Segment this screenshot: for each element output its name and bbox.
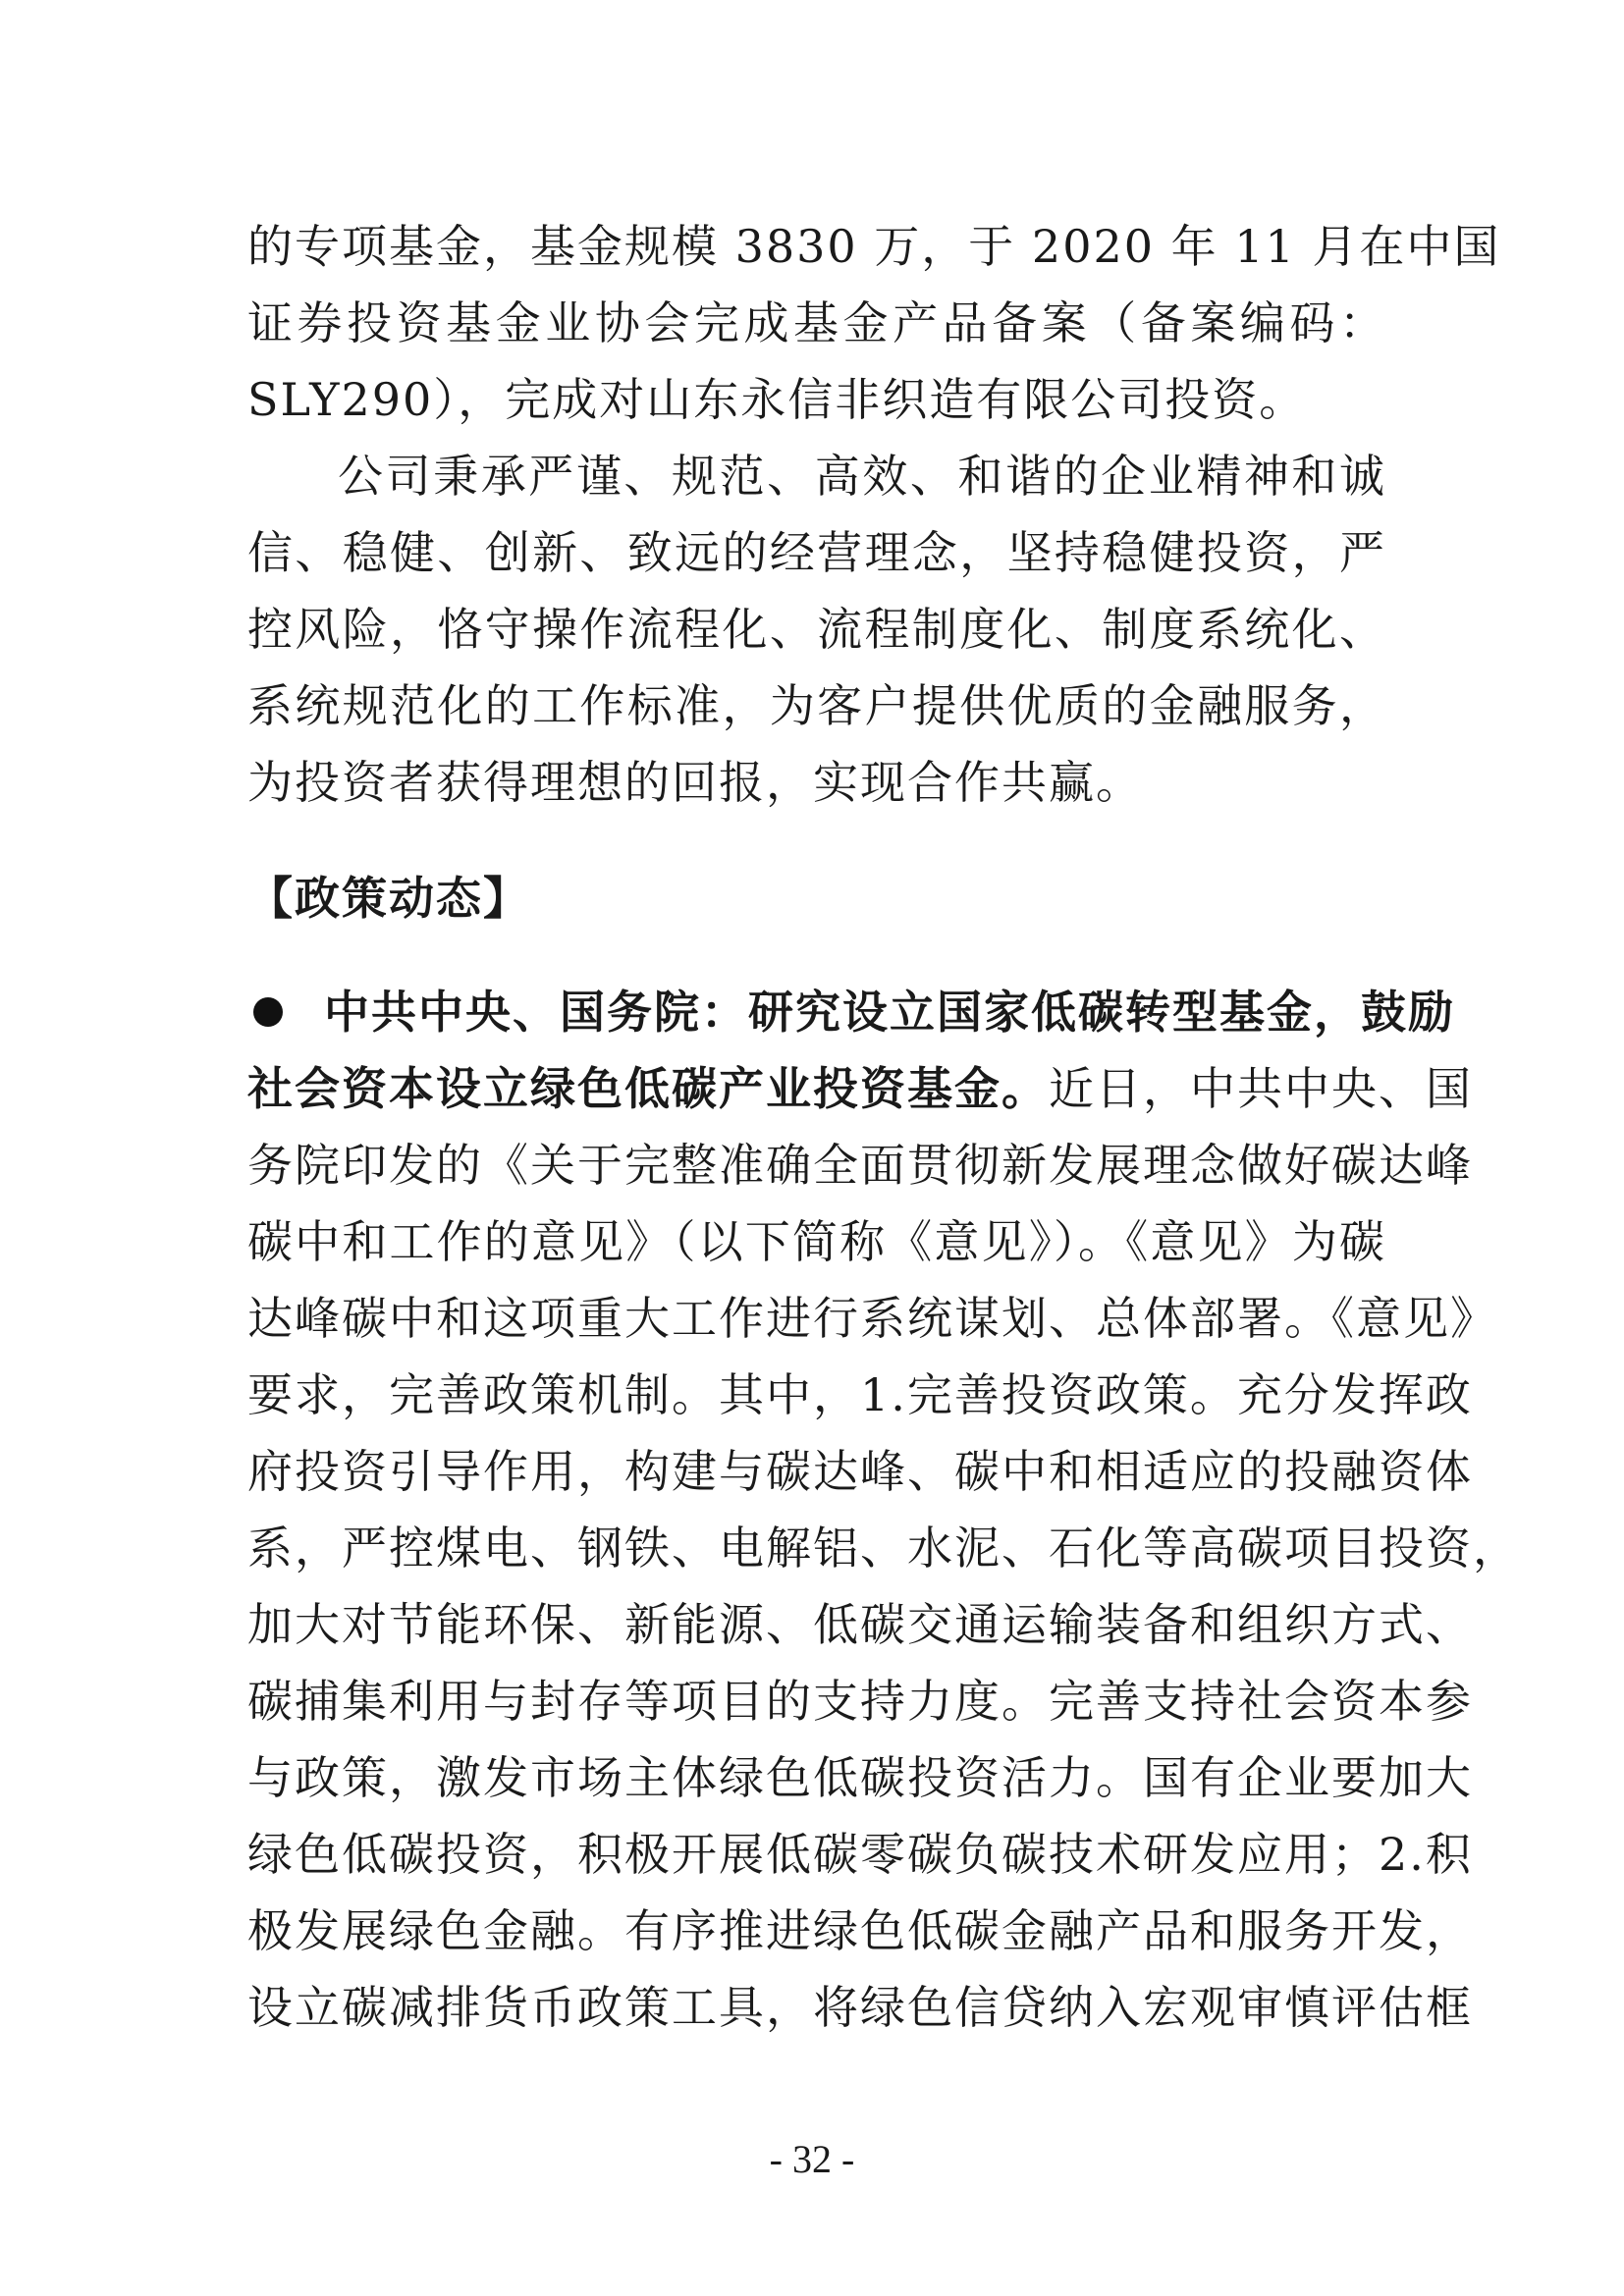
- news-title-line-1: 中共中央、国务院：研究设立国家低碳转型基金，鼓励: [324, 986, 1455, 1039]
- news-line-8: 系，严控煤电、钢铁、电解铝、水泥、石化等高碳项目投资，: [247, 1522, 1520, 1575]
- news-line-7: 府投资引导作用，构建与碳达峰、碳中和相适应的投融资体: [247, 1445, 1473, 1498]
- paragraph-2-line-4: 系统规范化的工作标准，为客户提供优质的金融服务，: [247, 679, 1386, 732]
- paragraph-1-line-3: SLY290），完成对山东永信非织造有限公司投资。: [247, 373, 1307, 426]
- news-line-2-rest: 近日，中共中央、国: [1049, 1062, 1473, 1115]
- section-heading: 【政策动态】: [247, 872, 530, 925]
- paragraph-2-line-5: 为投资者获得理想的回报，实现合作共赢。: [247, 756, 1143, 809]
- news-line-3: 务院印发的《关于完整准确全面贯彻新发展理念做好碳达峰: [247, 1139, 1473, 1192]
- news-line-12: 绿色低碳投资，积极开展低碳零碳负碳技术研发应用；2.积: [247, 1828, 1473, 1881]
- news-line-5: 达峰碳中和这项重大工作进行系统谋划、总体部署。《意见》: [247, 1292, 1497, 1345]
- bullet-dot-icon: [253, 997, 283, 1027]
- news-title-line-2: 社会资本设立绿色低碳产业投资基金。: [247, 1062, 1049, 1115]
- page-number: - 32 -: [769, 2137, 855, 2181]
- paragraph-1-line-1: 的专项基金，基金规模 3830 万，于 2020 年 11 月在中国: [247, 220, 1501, 273]
- paragraph-2-line-1: 公司秉承严谨、规范、高效、和谐的企业精神和诚: [338, 450, 1386, 503]
- news-line-9: 加大对节能环保、新能源、低碳交通运输装备和组织方式、: [247, 1598, 1473, 1651]
- news-line-13: 极发展绿色金融。有序推进绿色低碳金融产品和服务开发，: [247, 1904, 1473, 1957]
- paragraph-1-line-2: 证券投资基金业协会完成基金产品备案（备案编码：: [247, 296, 1386, 349]
- news-line-2: [247, 1050, 1473, 1127]
- paragraph-2-line-3: 控风险，恪守操作流程化、流程制度化、制度系统化、: [247, 603, 1386, 656]
- news-line-6: 要求，完善政策机制。其中，1.完善投资政策。充分发挥政: [247, 1368, 1473, 1421]
- news-line-14: 设立碳减排货币政策工具，将绿色信贷纳入宏观审慎评估框: [247, 1981, 1473, 2034]
- news-line-11: 与政策，激发市场主体绿色低碳投资活力。国有企业要加大: [247, 1751, 1473, 1804]
- news-line-4: 碳中和工作的意见》（以下简称《意见》）。《意见》为碳: [247, 1215, 1386, 1268]
- news-line-10: 碳捕集利用与封存等项目的支持力度。完善支持社会资本参: [247, 1675, 1473, 1728]
- paragraph-2-line-2: 信、稳健、创新、致远的经营理念，坚持稳健投资，严: [247, 526, 1386, 579]
